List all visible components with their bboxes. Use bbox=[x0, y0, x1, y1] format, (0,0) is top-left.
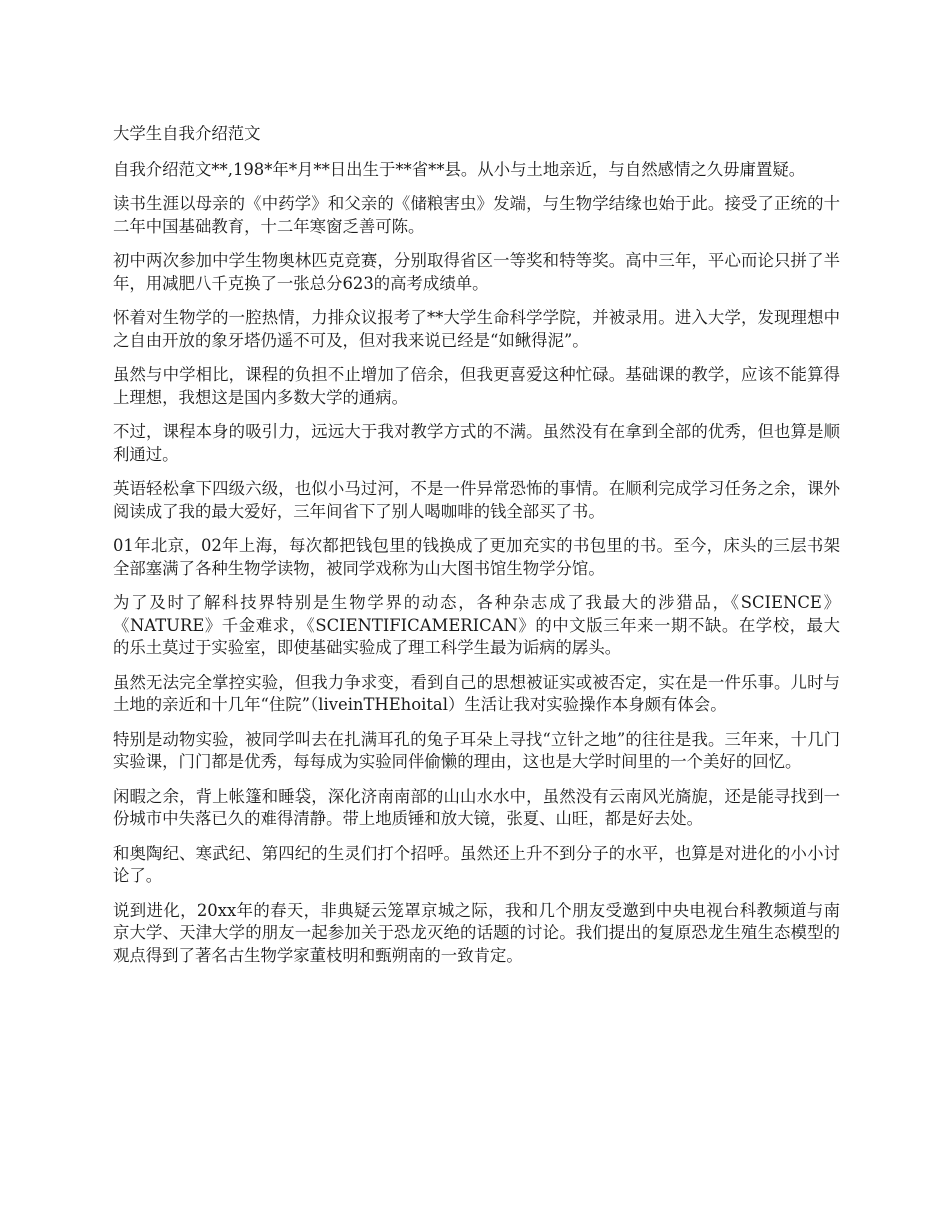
paragraph-4: 怀着对生物学的一腔热情，力排众议报考了**大学生命科学学院，并被录用。进入大学，发现理想中之自由开放的象牙塔仍遥不可及，但对我来说已经是“如鳅得泥”。 bbox=[113, 308, 840, 350]
paragraph-7: 英语轻松拿下四级六级，也似小马过河，不是一件异常恐怖的事情。在顺利完成学习任务之余，课外阅读成了我的最大爱好，三年间省下了别人喝咖啡的钱全部买了书。 bbox=[113, 479, 840, 521]
document-page bbox=[113, 123, 840, 979]
paragraph-14: 说到进化，20xx年的春天，非典疑云笼罩京城之际，我和几个朋友受邀到中央电视台科教频道与南京大学、天津大学的朋友一起参加关于恐龙灭绝的话题的讨论。我们提出的复原恐龙生殖生态模型的观点得到了著名古生物学家董枝明和甄朔南的一致肯定。 bbox=[113, 900, 840, 965]
paragraph-13: 和奥陶纪、寒武纪、第四纪的生灵们打个招呼。虽然还上升不到分子的水平，也算是对进化的小小讨论了。 bbox=[113, 843, 840, 885]
document-title: 大学生自我介绍范文 bbox=[113, 124, 261, 143]
paragraph-9: 为了及时了解科技界特别是生物学界的动态，各种杂志成了我最大的涉猎品，《SCIENCE》《NATURE》千金难求，《SCIENTIFICAMERICAN》的中文版三年来一期不缺。在学校，最大的乐土莫过于实验室，即使基础实验成了理工科学生最为诟病的孱头。 bbox=[113, 593, 840, 657]
paragraph-6: 不过，课程本身的吸引力，远远大于我对教学方式的不满。虽然没有在拿到全部的优秀，但也算是顺利通过。 bbox=[113, 422, 840, 464]
paragraph-3: 初中两次参加中学生物奥林匹克竞赛，分别取得省区一等奖和特等奖。高中三年，平心而论只拼了半年，用减肥八千克换了一张总分623的高考成绩单。 bbox=[113, 251, 840, 293]
paragraph-10: 虽然无法完全掌控实验，但我力争求变，看到自己的思想被证实或被否定，实在是一件乐事。儿时与土地的亲近和十几年“住院”（liveinTHEhoital）生活让我对实验操作本身颇有体会。 bbox=[113, 672, 840, 714]
paragraph-1: 自我介绍范文**,198*年*月**日出生于**省**县。从小与土地亲近，与自然感情之久毋庸置疑。 bbox=[113, 159, 806, 179]
paragraph-2: 读书生涯以母亲的《中药学》和父亲的《储粮害虫》发端，与生物学结缘也始于此。接受了正统的十二年中国基础教育，十二年寒窗乏善可陈。 bbox=[113, 194, 840, 236]
paragraph-8: 01年北京，02年上海，每次都把钱包里的钱换成了更加充实的书包里的书。至今，床头的三层书架全部塞满了各种生物学读物，被同学戏称为山大图书馆生物学分馆。 bbox=[113, 536, 840, 578]
paragraph-5: 虽然与中学相比，课程的负担不止增加了倍余，但我更喜爱这种忙碌。基础课的教学，应该不能算得上理想，我想这是国内多数大学的通病。 bbox=[113, 365, 840, 407]
paragraph-12: 闲暇之余，背上帐篷和睡袋，深化济南南部的山山水水中，虽然没有云南风光旖旎，还是能寻找到一份城市中失落已久的难得清静。带上地质锤和放大镜，张夏、山旺，都是好去处。 bbox=[113, 786, 840, 828]
paragraph-11: 特别是动物实验，被同学叫去在扎满耳孔的兔子耳朵上寻找“立针之地”的往往是我。三年来，十几门实验课，门门都是优秀，每每成为实验同伴偷懒的理由，这也是大学时间里的一个美好的回忆。 bbox=[113, 729, 840, 771]
